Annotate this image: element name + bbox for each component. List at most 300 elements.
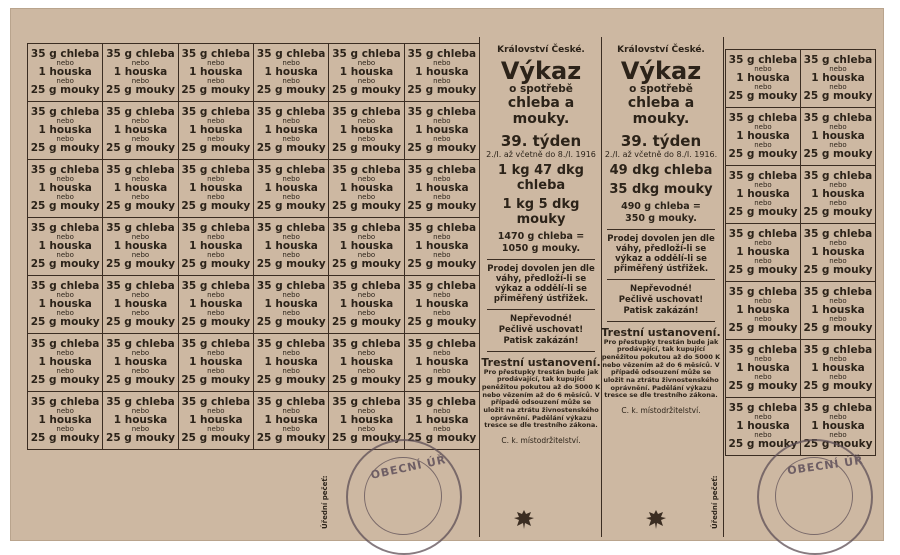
coupon-roll-line: 1 houska [736,129,790,142]
coupon-flour-line: 25 g mouky [256,84,326,97]
panel-penalty-title: Trestní ustanovení. [601,325,721,339]
coupon-bread-line: 35 g chleba [106,337,175,350]
coupon-or-line: nebo [754,64,772,73]
coupon-or-line: nebo [131,135,150,143]
coupon-bread-line: 35 g chleba [30,163,100,176]
coupon-bread-line: 35 g chleba [181,163,251,176]
coupon-or-line: nebo [357,58,376,67]
coupon-flour-line: 25 g mouky [332,432,401,445]
coupon-roll-line: 1 houska [264,181,318,194]
coupon-flour-line: 25 g mouky [728,322,798,335]
coupon-flour-line: 25 g mouky [181,258,251,271]
coupon-or-line: nebo [754,315,772,323]
panel-quantity-flour: 1 kg 5 dkg mouky [502,197,580,227]
bread-coupon [329,44,404,102]
coupon-bread-line: 35 g chleba [728,169,798,182]
bread-coupon [726,282,801,340]
coupon-flour-line: 25 g mouky [30,374,100,387]
panel-subtitle2: chleba a mouky. [627,95,695,127]
coupon-roll-line: 1 houska [811,245,865,258]
coupon-flour-line: 25 g mouky [256,432,326,445]
official-stamp-text: OBECNÍ ÚŘ [786,453,865,478]
official-seal-label: Úřední pečeť: [711,475,719,529]
coupon-roll-line: 1 houska [339,123,394,136]
panel-week: 39. týden [620,132,702,150]
coupon-or-line: nebo [131,116,150,125]
bread-coupon [28,392,103,450]
coupon-or-line: nebo [829,64,847,73]
official-stamp [757,439,873,555]
bread-coupon [254,160,329,218]
coupon-roll-line: 1 houska [339,355,394,368]
bread-coupon [179,44,254,102]
panel-title: Výkaz [620,57,702,85]
coupon-or-line: nebo [357,406,376,415]
coupon-or-line: nebo [357,116,376,125]
coupon-bread-line: 35 g chleba [728,343,798,356]
bread-coupon [179,276,254,334]
coupon-bread-line: 35 g chleba [181,221,251,234]
coupon-flour-line: 25 g mouky [407,316,477,329]
coupon-bread-line: 35 g chleba [407,163,477,176]
bread-coupon [179,218,254,276]
coupon-flour-line: 25 g mouky [728,438,798,451]
coupon-bread-line: 35 g chleba [106,221,175,234]
coupon-roll-line: 1 houska [415,181,469,194]
coupon-or-line: nebo [433,232,451,241]
coupon-or-line: nebo [131,174,150,183]
coupon-bread-line: 35 g chleba [181,47,251,60]
rule [487,309,595,310]
panel-quantity-bread: 1 kg 47 dkg chleba [498,163,584,193]
coupon-or-line: nebo [131,193,150,201]
coupon-roll-line: 1 houska [339,297,394,310]
coupon-bread-line: 35 g chleba [728,401,798,414]
coupon-roll-line: 1 houska [38,239,92,252]
coupon-flour-line: 25 g mouky [728,90,798,103]
coupon-flour-line: 25 g mouky [803,380,873,393]
coupon-flour-line: 25 g mouky [332,142,401,155]
coupon-bread-line: 35 g chleba [106,395,175,408]
coupon-roll-line: 1 houska [339,413,394,426]
coupon-bread-line: 35 g chleba [181,337,251,350]
coupon-roll-line: 1 houska [113,123,168,136]
coupon-or-line: nebo [433,193,451,201]
bread-coupon [405,160,480,218]
coupon-roll-line: 1 houska [736,187,790,200]
coupon-roll-line: 1 houska [264,65,318,78]
official-seal-label: Úřední pečeť: [321,475,329,529]
coupon-or-line: nebo [357,367,376,375]
coupon-or-line: nebo [56,425,74,433]
coupon-or-line: nebo [357,135,376,143]
official-stamp-text: OBECNÍ ÚŘ [369,453,448,482]
coupon-roll-line: 1 houska [736,245,790,258]
bread-coupon [254,218,329,276]
bread-coupon [801,224,876,282]
coupon-or-line: nebo [829,373,847,381]
coupon-bread-line: 35 g chleba [256,105,326,118]
coupon-or-line: nebo [131,406,150,415]
rule [607,321,715,322]
coupon-roll-line: 1 houska [264,239,318,252]
imperial-eagle-icon [643,507,669,533]
panel-header: Království České. [617,45,705,55]
coupon-or-line: nebo [357,174,376,183]
bread-coupon [179,160,254,218]
bread-coupon [405,276,480,334]
coupon-flour-line: 25 g mouky [728,264,798,277]
coupon-or-line: nebo [56,367,74,375]
bread-coupon [329,160,404,218]
coupon-or-line: nebo [207,135,225,143]
panel-sale-note: Prodej dovolen jen dle váhy, předloží-li se výkaz a oddělí-li se přiměřený ústřižek. [607,233,715,275]
coupon-or-line: nebo [829,238,847,247]
coupon-or-line: nebo [357,193,376,201]
coupon-grid-right [725,49,876,456]
panel-week: 39. týden [500,132,582,150]
coupon-bread-line: 35 g chleba [332,47,401,60]
coupon-or-line: nebo [207,425,225,433]
divider-line [479,37,480,537]
coupon-or-line: nebo [433,116,451,125]
coupon-or-line: nebo [282,348,300,357]
coupon-bread-line: 35 g chleba [803,227,873,240]
bread-coupon [405,102,480,160]
bread-coupon [329,334,404,392]
panel-title: Výkaz [500,57,582,85]
coupon-or-line: nebo [207,174,225,183]
coupon-flour-line: 25 g mouky [803,322,873,335]
coupon-or-line: nebo [357,290,376,299]
coupon-or-line: nebo [282,135,300,143]
coupon-or-line: nebo [56,290,74,299]
coupon-or-line: nebo [56,77,74,85]
bread-coupon [254,44,329,102]
coupon-roll-line: 1 houska [189,413,243,426]
coupon-flour-line: 25 g mouky [30,142,100,155]
coupon-flour-line: 25 g mouky [332,258,401,271]
coupon-roll-line: 1 houska [38,297,92,310]
coupon-or-line: nebo [282,77,300,85]
coupon-or-line: nebo [56,135,74,143]
coupon-roll-line: 1 houska [811,71,865,84]
coupon-or-line: nebo [56,193,74,201]
coupon-roll-line: 1 houska [113,239,168,252]
coupon-roll-line: 1 houska [113,355,168,368]
bread-coupon [726,340,801,398]
coupon-or-line: nebo [754,238,772,247]
coupon-or-line: nebo [282,193,300,201]
bread-coupon [28,44,103,102]
bread-coupon [254,102,329,160]
rule [487,351,595,352]
coupon-bread-line: 35 g chleba [728,53,798,66]
coupon-or-line: nebo [282,290,300,299]
coupon-or-line: nebo [433,425,451,433]
coupon-flour-line: 25 g mouky [181,374,251,387]
coupon-flour-line: 25 g mouky [181,432,251,445]
coupon-or-line: nebo [282,367,300,375]
warning-line: Patisk zakázán! [623,305,699,316]
rule [607,229,715,230]
coupon-bread-line: 35 g chleba [256,221,326,234]
coupon-roll-line: 1 houska [113,65,168,78]
bread-coupon [103,218,178,276]
coupon-or-line: nebo [433,251,451,259]
coupon-bread-line: 35 g chleba [803,53,873,66]
coupon-bread-line: 35 g chleba [803,169,873,182]
coupon-flour-line: 25 g mouky [803,264,873,277]
coupon-roll-line: 1 houska [415,355,469,368]
coupon-bread-line: 35 g chleba [803,343,873,356]
bread-coupon [179,102,254,160]
coupon-flour-line: 25 g mouky [256,258,326,271]
coupon-bread-line: 35 g chleba [332,163,401,176]
coupon-roll-line: 1 houska [811,361,865,374]
coupon-or-line: nebo [357,251,376,259]
coupon-bread-line: 35 g chleba [106,105,175,118]
bread-coupon [103,44,178,102]
bread-coupon [103,392,178,450]
bread-coupon [801,282,876,340]
coupon-flour-line: 25 g mouky [256,200,326,213]
ration-panel-bread-flour-daily [601,45,721,415]
coupon-or-line: nebo [433,290,451,299]
coupon-or-line: nebo [207,193,225,201]
coupon-or-line: nebo [357,232,376,241]
coupon-or-line: nebo [754,373,772,381]
coupon-or-line: nebo [433,406,451,415]
bread-coupon [28,160,103,218]
coupon-or-line: nebo [433,174,451,183]
panel-penalty-text: Pro přestupky trestán bude jak prodávající, tak kupující peněžitou pokutou až do 5000 K nebo vězením až do 6 měsíců. V případě odsouzení může se uložit na ztrátu živnostenského oprávnění. Padělání výkazu tresce se dle trestního zákona. [601,337,721,400]
coupon-bread-line: 35 g chleba [332,279,401,292]
coupon-or-line: nebo [282,116,300,125]
coupon-roll-line: 1 houska [264,355,318,368]
coupon-flour-line: 25 g mouky [30,84,100,97]
bread-coupon [28,218,103,276]
coupon-or-line: nebo [754,296,772,305]
coupon-flour-line: 25 g mouky [106,84,175,97]
bread-coupon [801,108,876,166]
coupon-flour-line: 25 g mouky [181,84,251,97]
coupon-or-line: nebo [754,412,772,421]
bread-coupon [179,334,254,392]
coupon-flour-line: 25 g mouky [728,148,798,161]
coupon-roll-line: 1 houska [264,123,318,136]
coupon-bread-line: 35 g chleba [407,337,477,350]
coupon-bread-line: 35 g chleba [30,337,100,350]
coupon-or-line: nebo [829,354,847,363]
panel-dates: 2./I. až včetně do 8./I. 1916 [486,150,596,159]
coupon-bread-line: 35 g chleba [256,337,326,350]
coupon-or-line: nebo [56,406,74,415]
coupon-flour-line: 25 g mouky [106,200,175,213]
bread-coupon [103,102,178,160]
coupon-roll-line: 1 houska [264,297,318,310]
coupon-or-line: nebo [131,58,150,67]
coupon-roll-line: 1 houska [339,65,394,78]
coupon-bread-line: 35 g chleba [106,279,175,292]
panel-header: Království České. [497,45,585,55]
coupon-bread-line: 35 g chleba [30,279,100,292]
coupon-roll-line: 1 houska [811,303,865,316]
coupon-bread-line: 35 g chleba [256,163,326,176]
bread-coupon [179,392,254,450]
coupon-roll-line: 1 houska [38,181,92,194]
coupon-or-line: nebo [131,77,150,85]
coupon-or-line: nebo [829,199,847,207]
coupon-or-line: nebo [56,348,74,357]
coupon-or-line: nebo [131,348,150,357]
bread-coupon [405,218,480,276]
equivalence-line: 350 g mouky. [625,212,697,224]
bread-coupon [801,340,876,398]
coupon-flour-line: 25 g mouky [407,200,477,213]
coupon-bread-line: 35 g chleba [803,111,873,124]
coupon-bread-line: 35 g chleba [332,395,401,408]
coupon-flour-line: 25 g mouky [332,200,401,213]
rule [487,259,595,260]
coupon-bread-line: 35 g chleba [256,47,326,60]
coupon-roll-line: 1 houska [113,413,168,426]
panel-quantity-bread: 49 dkg chleba [609,163,713,178]
coupon-flour-line: 25 g mouky [30,200,100,213]
coupon-or-line: nebo [829,431,847,439]
coupon-or-line: nebo [282,406,300,415]
coupon-flour-line: 25 g mouky [256,374,326,387]
coupon-roll-line: 1 houska [415,297,469,310]
coupon-flour-line: 25 g mouky [256,316,326,329]
coupon-flour-line: 25 g mouky [106,142,175,155]
official-stamp [346,439,462,555]
coupon-or-line: nebo [357,309,376,317]
coupon-or-line: nebo [829,83,847,91]
coupon-or-line: nebo [207,77,225,85]
imperial-eagle-icon [511,507,537,533]
bread-coupon [726,50,801,108]
coupon-flour-line: 25 g mouky [728,206,798,219]
panel-equivalence [481,231,601,255]
coupon-or-line: nebo [282,425,300,433]
coupon-flour-line: 25 g mouky [332,84,401,97]
coupon-or-line: nebo [829,141,847,149]
coupon-or-line: nebo [754,141,772,149]
bread-coupon [28,334,103,392]
panel-penalty-text: Pro přestupky trestán bude jak prodávající, tak kupující peněžitou pokutou až do 5000 K nebo vězením až do 6 měsíců. V případě odsouzení může se uložit na ztrátu živnostenského oprávnění. Padělání výkazu tresce se dle trestního zákona. [481,367,601,430]
panel-subtitle: o spotřebě [629,83,693,95]
bread-coupon [254,276,329,334]
coupon-roll-line: 1 houska [189,65,243,78]
coupon-bread-line: 35 g chleba [332,337,401,350]
coupon-bread-line: 35 g chleba [106,47,175,60]
coupon-or-line: nebo [829,296,847,305]
bread-coupon [254,334,329,392]
coupon-roll-line: 1 houska [189,123,243,136]
coupon-roll-line: 1 houska [736,303,790,316]
coupon-or-line: nebo [282,174,300,183]
coupon-or-line: nebo [829,257,847,265]
panel-subtitle: o spotřebě [509,83,573,95]
coupon-roll-line: 1 houska [113,181,168,194]
coupon-bread-line: 35 g chleba [181,395,251,408]
rule [607,279,715,280]
coupon-or-line: nebo [433,367,451,375]
coupon-flour-line: 25 g mouky [407,142,477,155]
coupon-or-line: nebo [754,431,772,439]
coupon-roll-line: 1 houska [415,413,469,426]
coupon-flour-line: 25 g mouky [256,142,326,155]
coupon-roll-line: 1 houska [339,239,394,252]
coupon-or-line: nebo [282,58,300,67]
coupon-bread-line: 35 g chleba [407,395,477,408]
coupon-roll-line: 1 houska [38,413,92,426]
bread-coupon [726,224,801,282]
coupon-roll-line: 1 houska [736,361,790,374]
bread-coupon [254,392,329,450]
coupon-or-line: nebo [433,135,451,143]
coupon-or-line: nebo [433,348,451,357]
coupon-bread-line: 35 g chleba [407,279,477,292]
warning-line: Pečlivě uschovat! [498,324,584,335]
ration-panel-bread-flour-weekly [481,45,601,445]
coupon-roll-line: 1 houska [189,355,243,368]
coupon-or-line: nebo [56,232,74,241]
coupon-flour-line: 25 g mouky [803,206,873,219]
coupon-roll-line: 1 houska [38,123,92,136]
coupon-bread-line: 35 g chleba [181,279,251,292]
coupon-roll-line: 1 houska [38,65,92,78]
coupon-or-line: nebo [433,77,451,85]
coupon-bread-line: 35 g chleba [803,285,873,298]
equivalence-line: 1050 g mouky. [501,242,581,254]
coupon-bread-line: 35 g chleba [256,395,326,408]
panel-signature: C. k. místodržitelství. [501,435,581,445]
bread-coupon [801,50,876,108]
coupon-flour-line: 25 g mouky [332,316,401,329]
coupon-or-line: nebo [207,309,225,317]
coupon-roll-line: 1 houska [38,355,92,368]
coupon-or-line: nebo [282,309,300,317]
coupon-or-line: nebo [433,309,451,317]
coupon-or-line: nebo [207,290,225,299]
coupon-or-line: nebo [282,251,300,259]
coupon-or-line: nebo [207,348,225,357]
warning-line: Nepřevodné! [629,283,693,294]
coupon-flour-line: 25 g mouky [407,258,477,271]
coupon-or-line: nebo [754,180,772,189]
coupon-bread-line: 35 g chleba [728,285,798,298]
panel-equivalence [601,201,721,225]
coupon-or-line: nebo [131,309,150,317]
divider-line [723,37,724,537]
coupon-bread-line: 35 g chleba [407,47,477,60]
warning-line: Nepřevodné! [509,313,573,324]
coupon-or-line: nebo [754,199,772,207]
coupon-or-line: nebo [56,251,74,259]
coupon-bread-line: 35 g chleba [256,279,326,292]
coupon-roll-line: 1 houska [189,181,243,194]
coupon-roll-line: 1 houska [736,71,790,84]
coupon-roll-line: 1 houska [264,413,318,426]
coupon-bread-line: 35 g chleba [332,221,401,234]
coupon-or-line: nebo [207,232,225,241]
coupon-bread-line: 35 g chleba [407,221,477,234]
coupon-or-line: nebo [131,367,150,375]
coupon-flour-line: 25 g mouky [407,432,477,445]
equivalence-line: 1470 g chleba = [497,231,585,242]
